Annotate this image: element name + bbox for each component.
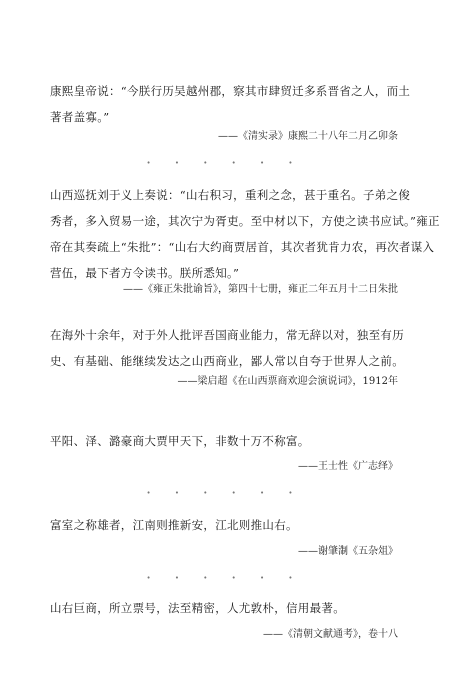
quote-2 — [50, 182, 440, 286]
quote-5 — [50, 512, 400, 538]
quote-1 — [50, 78, 411, 130]
ornament-divider: • • • • • • — [146, 159, 304, 167]
quote-2-source: ——《雍正朱批谕旨》，第四十七册，雍正二年五月十二日朱批 — [123, 284, 398, 295]
ornament-divider: • • • • • • — [146, 574, 304, 582]
quote-line: 平阳、泽、潞豪商大贾甲天下，非数十万不称富。 — [50, 434, 310, 448]
quote-line: 山右巨商，所立票号，法至精密，人尤敦朴，信用最著。 — [50, 601, 345, 615]
quote-line: 秀者，多入贸易一途，其次宁为胥吏。至中材以下，方使之读书应试。”雍正 — [50, 214, 440, 228]
quote-6-source: ——《清朝文献通考》，卷十八 — [263, 629, 398, 640]
quote-line: 山西巡抚刘于义上奏说：“山右积习，重利之念，甚于重名。子弟之俊 — [50, 188, 411, 202]
quote-1-source: ——《清实录》康熙二十八年二月乙卯条 — [218, 131, 398, 142]
quote-4-source: ——王士性《广志绎》 — [298, 461, 398, 472]
quote-line: 史、有基础、能继续发达之山西商业，鄙人常以自夸于世界人之前。 — [50, 354, 404, 368]
quote-6 — [50, 595, 400, 621]
ornament-divider: • • • • • • — [146, 489, 304, 497]
quote-4 — [50, 428, 400, 454]
quote-line: 富室之称雄者，江南则推新安，江北则推山右。 — [50, 518, 298, 532]
quote-line: 康熙皇帝说：“今朕行历吴越州郡，察其市肆贸迁多系晋省之人，而土 — [50, 84, 411, 98]
quote-5-source: ——谢肇淛《五杂俎》 — [298, 546, 398, 557]
quote-3 — [50, 322, 404, 374]
quote-line: 在海外十余年，对于外人批评吾国商业能力，常无辞以对，独至有历 — [50, 328, 404, 342]
quote-line: 著者盖寡。” — [50, 110, 110, 124]
quote-3-source: ——梁启超《在山西票商欢迎会演说词》，1912年 — [177, 376, 398, 387]
quote-line: 营伍，最下者方令读书。朕所悉知。” — [50, 266, 240, 280]
quote-line: 帝在其奏疏上“朱批”：“山右大约商贾居首，其次者犹肯力农，再次者谋入 — [50, 240, 435, 254]
